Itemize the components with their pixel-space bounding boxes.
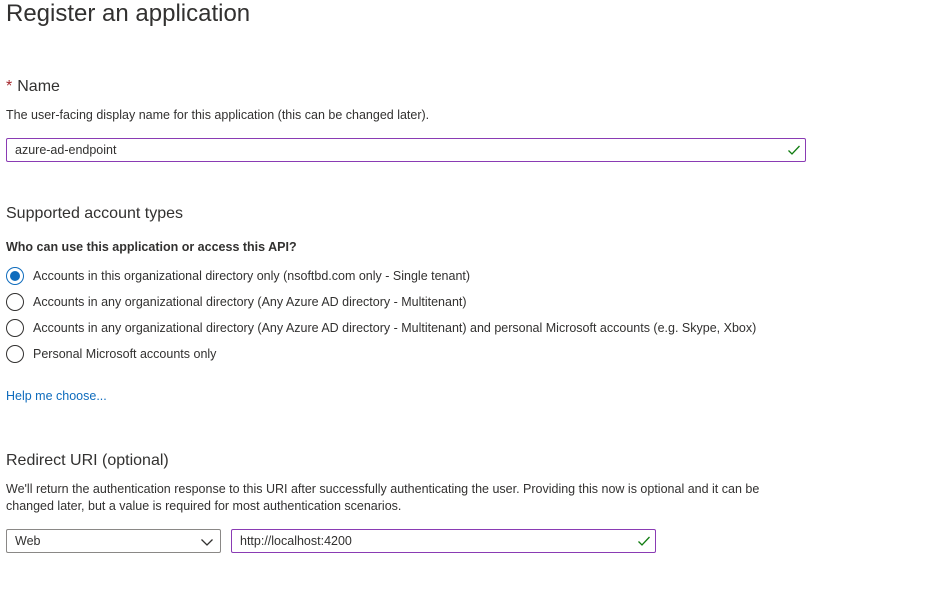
required-marker: *	[6, 78, 13, 95]
name-label	[6, 77, 60, 97]
radio-option-label: Accounts in this organizational directory only (nsoftbd.com only - Single tenant)	[33, 269, 471, 283]
radio-option-label: Accounts in any organizational directory (Any Azure AD directory - Multitenant)	[33, 295, 467, 309]
page-title: Register an application	[6, 0, 251, 27]
name-label-text: Name	[17, 78, 60, 95]
radio-option-label: Personal Microsoft accounts only	[33, 347, 217, 361]
radio-option-personal-only[interactable]	[6, 344, 216, 364]
platform-select-value: Web	[15, 534, 41, 548]
radio-option-label: Accounts in any organizational directory (Any Azure AD directory - Multitenant) and personal Microsoft accounts (e.g. Skype, Xbox)	[33, 321, 757, 335]
radio-option-single-tenant[interactable]	[6, 266, 470, 286]
redirect-uri-input[interactable]	[231, 529, 656, 553]
platform-select[interactable]	[6, 529, 221, 553]
radio-option-multitenant[interactable]	[6, 292, 467, 312]
radio-button[interactable]	[6, 319, 24, 337]
redirect-uri-heading: Redirect URI (optional)	[6, 452, 169, 469]
help-me-choose-link[interactable]: Help me choose...	[6, 389, 107, 403]
name-input-value[interactable]: azure-ad-endpoint	[15, 143, 117, 157]
checkmark-icon	[787, 143, 801, 157]
name-input[interactable]	[6, 138, 806, 162]
chevron-down-icon[interactable]	[200, 535, 214, 549]
redirect-uri-input-value[interactable]: http://localhost:4200	[240, 534, 352, 548]
radio-button[interactable]	[6, 293, 24, 311]
radio-option-multitenant-personal[interactable]	[6, 318, 756, 338]
radio-button[interactable]	[6, 345, 24, 363]
account-types-heading: Supported account types	[6, 205, 184, 222]
radio-button-selected[interactable]	[6, 267, 24, 285]
name-description: The user-facing display name for this application (this can be changed later).	[6, 108, 430, 122]
redirect-uri-description: We'll return the authentication response to this URI after successfully authenticating the user. Providing this now is optional and it can be changed later, but a value is required for most authentication scenarios.	[6, 482, 760, 513]
account-types-question: Who can use this application or access this API?	[6, 240, 297, 254]
checkmark-icon	[637, 534, 651, 548]
